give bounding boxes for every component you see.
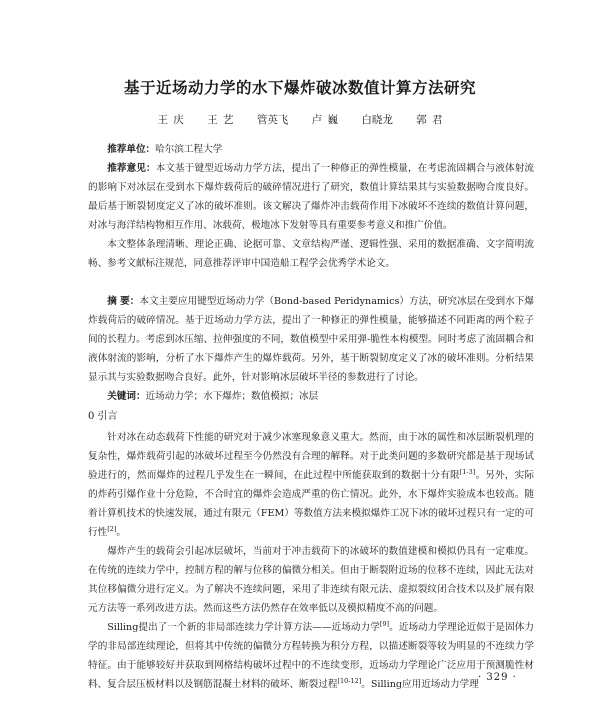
paper-title: 基于近场动力学的水下爆炸破冰数值计算方法研究 [123, 78, 476, 97]
keywords [88, 387, 534, 406]
intro-paragraph [88, 618, 534, 694]
abstract [88, 292, 534, 387]
intro-text: 。 [116, 527, 126, 538]
abstract-label: 摘 要： [107, 296, 140, 307]
recommend-opinion-continued: 本文整体条理清晰、理论正确、论据可靠、文章结构严谨、逻辑性强、采用的数据准确、文字简明流畅、参考文献标注规范，同意推荐评审中国造船工程学会优秀学术论文。 [88, 239, 534, 269]
author-name: 王 庆 [157, 114, 184, 126]
recommend-unit-value: 哈尔滨工程大学 [155, 144, 223, 155]
intro-text: 针对冰在动态载荷下性能的研究对于减少冰塞现象意义重大。然而，由于冰的属性和冰层断裂机理的复杂性，爆炸载荷引起的冰破坏过程至今仍然没有合理的解释。对于此类问题的多数研究都是基于现场试验进行的，然而爆炸的过程几乎发生在一瞬间，在此过程中所能获取到的数据十分有限 [88, 432, 534, 481]
recommendation-block [88, 140, 534, 273]
recommend-opinion-label: 推荐意见： [107, 163, 156, 174]
author-name: 卢 巍 [311, 114, 339, 126]
author-name: 郭 君 [416, 114, 443, 126]
keywords-text: 近场动力学；水下爆炸；数值模拟；冰层 [145, 391, 319, 402]
author-name: 管英飞 [256, 114, 289, 126]
page-number: · 329 · [478, 672, 517, 683]
recommend-opinion-text: 本文基于键型近场动力学方法，提出了一种修正的弹性模量，在考虑流固耦合与液体射流的影响下对冰层在受到水下爆炸载荷后的破碎情况进行了研究，数值计算结果其与实验数据吻合度良好。最后基于断裂韧度定义了冰的破坏准则。该文解决了爆炸冲击载荷作用下冰破坏不连续的数值计算问题，对冰与海洋结构物相互作用、冰载荷、极地冰下发射等具有重要参考意义和推广价值。 [88, 163, 535, 231]
intro-text: 。近场动力学理论近似于是固体力学的非局部连续理论，但将其中传统的偏微分方程转换为积分方程，以描述断裂等较为明显的不连续力学特征。由于能够较好并获取到网格结构破坏过程中的不连续变形，近场动力学理论广泛应用于预测脆性材料、复合层压板材料以及钢筋混凝土材料的破坏、断裂过程 [88, 622, 535, 690]
abstract-block [88, 292, 534, 406]
author-name: 王 艺 [207, 114, 234, 126]
intro-paragraph: 爆炸产生的载荷会引起冰层破坏，当前对于冲击载荷下的冰破坏的数值建模和模拟仍具有一定难度。在传统的连续力学中，控制方程的解与位移的偏微分相关。但由于断裂附近场的位移不连续，因此无法对其位移偏微分进行定义。为了解决不连续问题，采用了非连续有限元法、虚拟裂纹闭合技术以及扩展有限元方法等一系列改进方法。然而这些方法仍然存在效率低以及模拟精度不高的问题。 [88, 546, 534, 614]
recommend-unit [88, 140, 534, 159]
intro-text: 。Silling应用近场动力学理 [361, 679, 479, 690]
author-name: 白晓龙 [361, 114, 393, 126]
citation: [10-12] [337, 676, 362, 685]
intro-text: 。另外，实际的炸药引爆作业十分危险，不合时宜的爆炸会造成严重的伤亡情况。此外，水下爆炸实验成本也较高。随着计算机技术的快速发展，通过有限元（FEM）等数值方法来模拟爆炸工况下冰的破坏过程只有一定的可行性 [88, 470, 535, 538]
author-list [0, 112, 600, 127]
abstract-text: 本文主要应用键型近场动力学（Bond-based Peridynamics）方法，研究冰层在受到水下爆炸载荷后的破碎情况。基于近场动力学方法，提出了一种修正的弹性模量，能够描述不同距离的两个粒子间的长程力。考虑到冰压缩、拉伸强度的不同，数值模型中采用弹-脆性本构模型。同时考虑了流固耦合和液体射流的影响，分析了水下爆炸产生的爆炸载荷。另外，基于断裂韧度定义了冰的破坏准则。分析结果显示其与实验数据吻合良好。此外，针对影响冰层破坏半径的参数进行了讨论。 [88, 296, 534, 383]
citation: [1-3] [459, 467, 476, 476]
introduction-body [88, 428, 534, 694]
recommend-opinion [88, 159, 534, 235]
citation: [9] [379, 619, 390, 628]
intro-text: Silling提出了一个新的非局部连续力学计算方法——近场动力学 [107, 622, 380, 633]
intro-paragraph [88, 428, 534, 542]
keywords-label: 关键词： [107, 391, 146, 402]
recommend-unit-label: 推荐单位： [107, 144, 156, 155]
citation: [2] [107, 524, 117, 533]
section-heading: 0 引言 [88, 411, 118, 422]
